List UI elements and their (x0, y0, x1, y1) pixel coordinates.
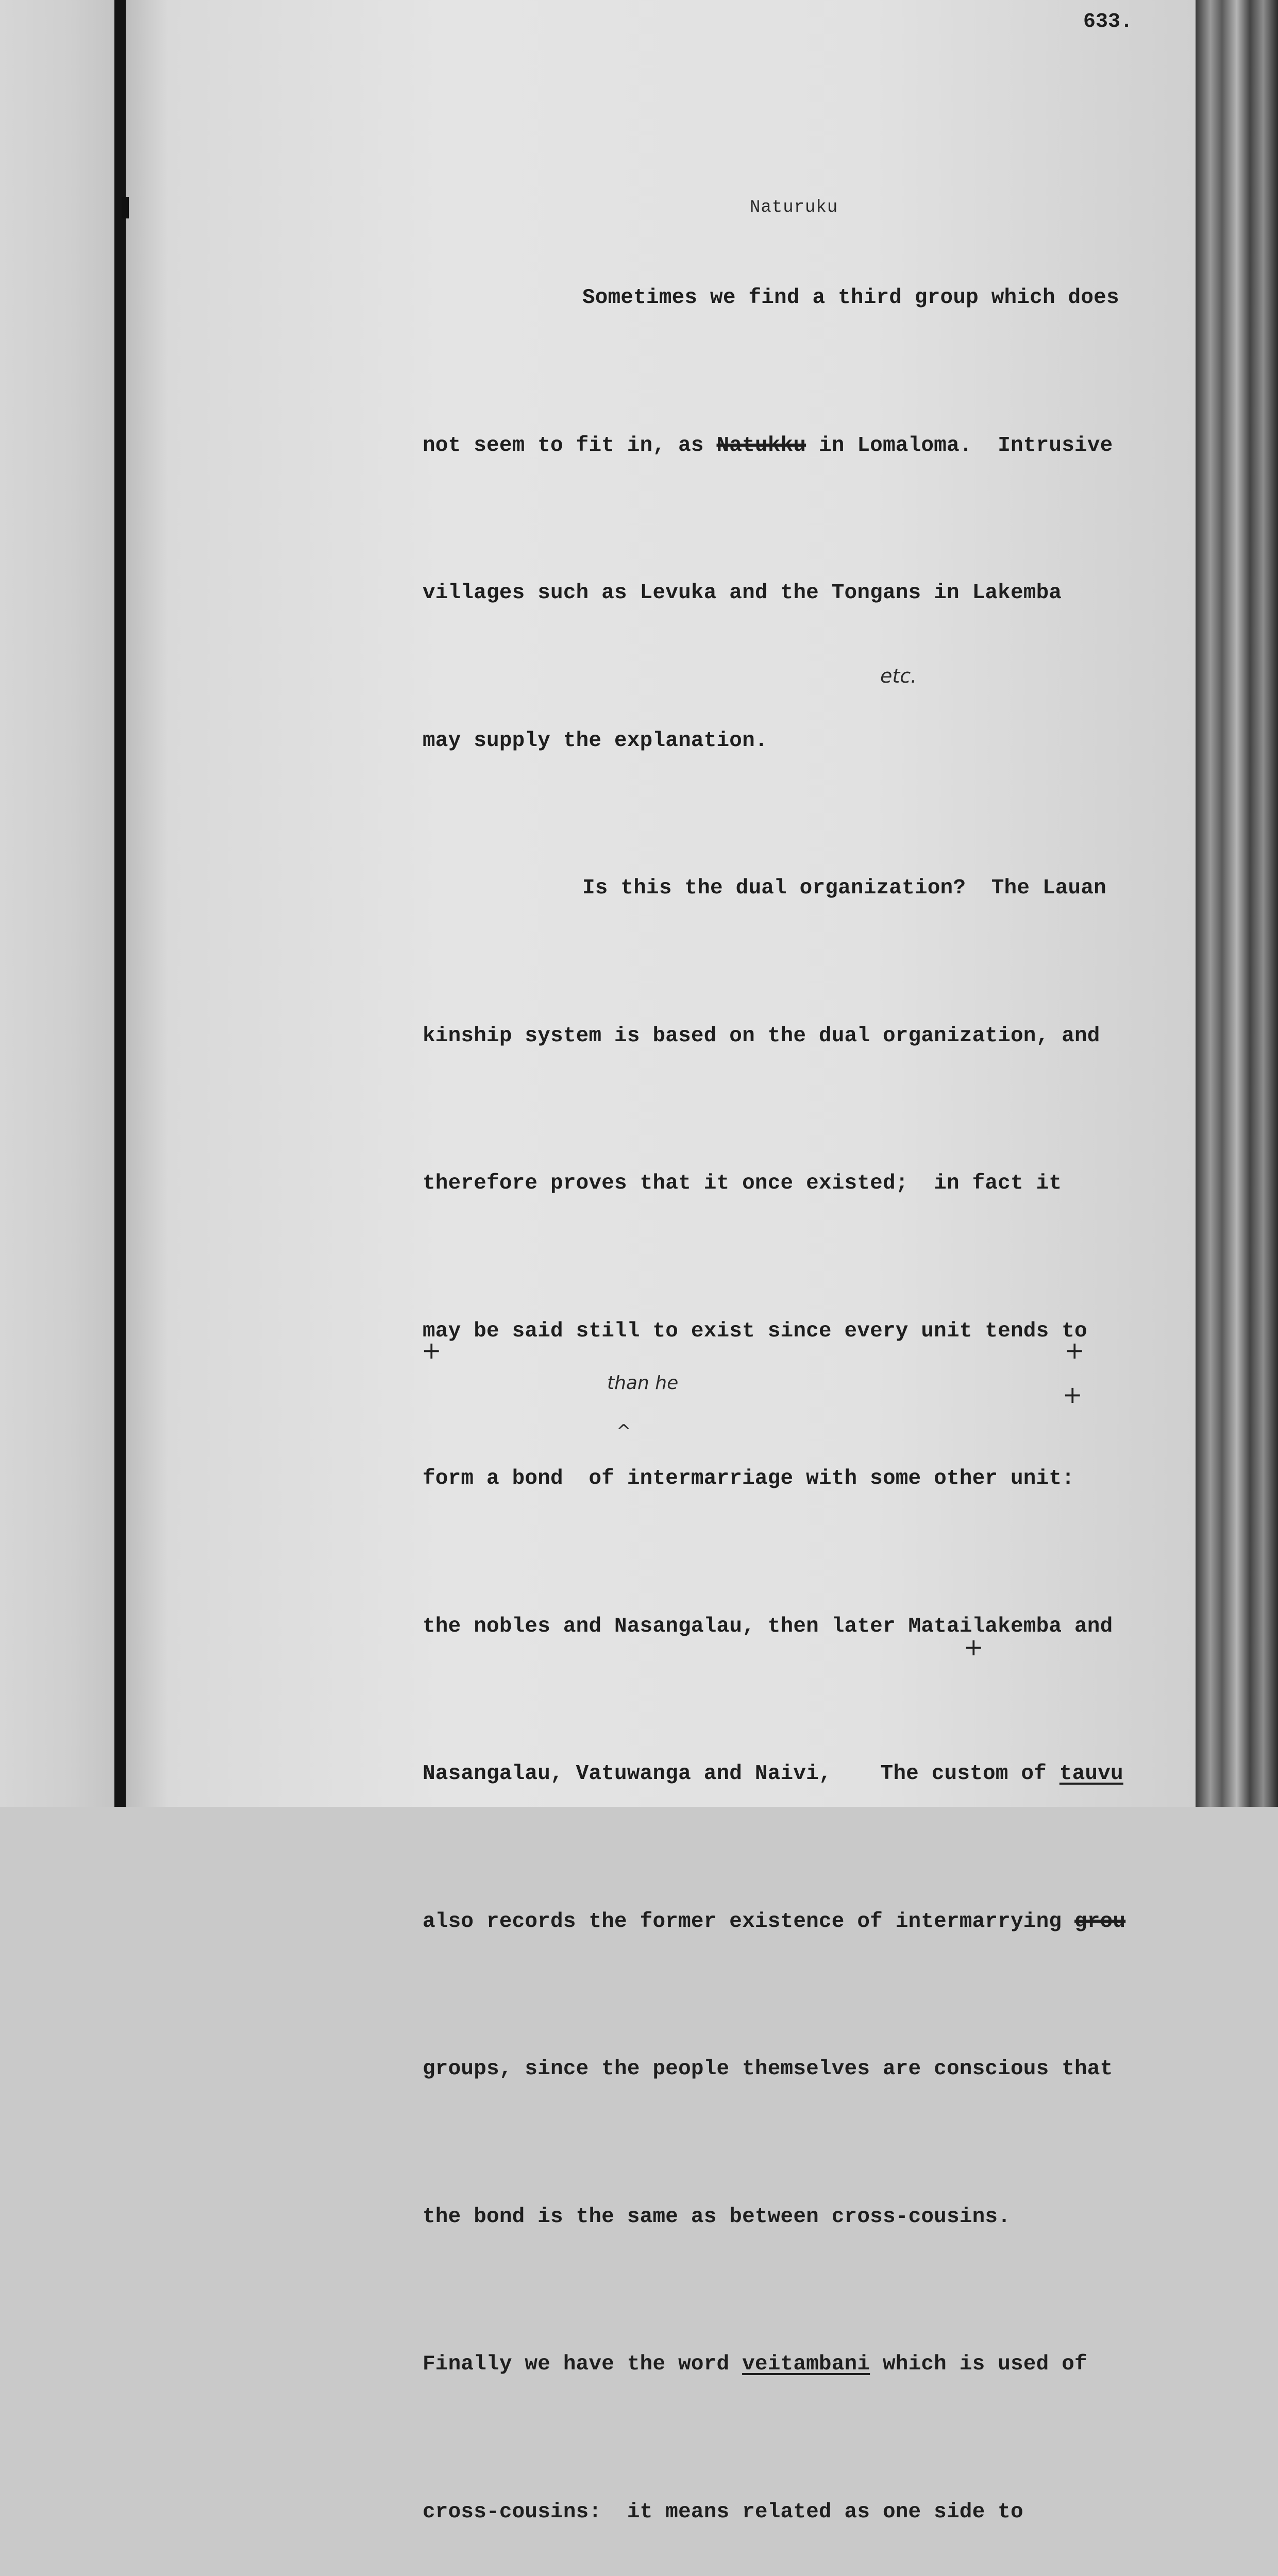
text-line: not seem to fit in, as Natukku in Lomaloma. Intrusive (423, 433, 1113, 457)
edge-notch (122, 197, 129, 218)
text-line: Is this the dual organization? The Lauan (582, 876, 1106, 900)
text-line: also records the former existence of intermarrying grou (423, 1909, 1126, 1934)
page-number: 633. (1083, 10, 1133, 33)
handwritten-mark: + (964, 1633, 984, 1661)
struck-word: grou (1074, 1909, 1126, 1934)
text-line: Finally we have the word veitambani which is used of (423, 2352, 1087, 2376)
interlinear-insertion: Naturuku (750, 198, 838, 217)
handwritten-mark: + (1065, 1336, 1085, 1364)
text-line: Sometimes we find a third group which does (582, 286, 1119, 310)
text-line: the nobles and Nasangalau, then later Matailakemba and (423, 1614, 1113, 1638)
text-line: may supply the explanation. (423, 728, 768, 753)
text-line: Nasangalau, Vatuwanga and Naivi, The custom of tauvu (423, 1762, 1123, 1786)
handwritten-mark: + (422, 1336, 442, 1364)
handwritten-etc: etc. (880, 665, 917, 687)
text-line: cross-cousins: it means related as one side to (423, 2500, 1023, 2524)
underlined-term: tauvu (1059, 1762, 1123, 1786)
struck-word: Natukku (716, 433, 806, 457)
handwritten-mark: + (1063, 1381, 1083, 1409)
text-line: groups, since the people themselves are conscious that (423, 2057, 1113, 2081)
underlined-term: veitambani (742, 2352, 870, 2376)
text-line: kinship system is based on the dual organization, and (423, 1024, 1100, 1048)
handwritten-than-he: than he (607, 1372, 679, 1394)
page-edge-shadow (114, 0, 126, 1807)
insertion-caret: ^ (616, 1421, 631, 1442)
text-line: the bond is the same as between cross-cousins. (423, 2205, 1011, 2229)
text-line: therefore proves that it once existed; in fact it (423, 1172, 1062, 1195)
text-line: villages such as Levuka and the Tongans in Lakemba (423, 581, 1062, 605)
text-line: may be said still to exist since every unit tends to (423, 1319, 1087, 1343)
scanner-backdrop (0, 0, 116, 1807)
text-line: form a bond of intermarriage with some other unit: (423, 1467, 1075, 1490)
typescript-body (423, 175, 1206, 2576)
binding-spine (1196, 0, 1278, 1807)
